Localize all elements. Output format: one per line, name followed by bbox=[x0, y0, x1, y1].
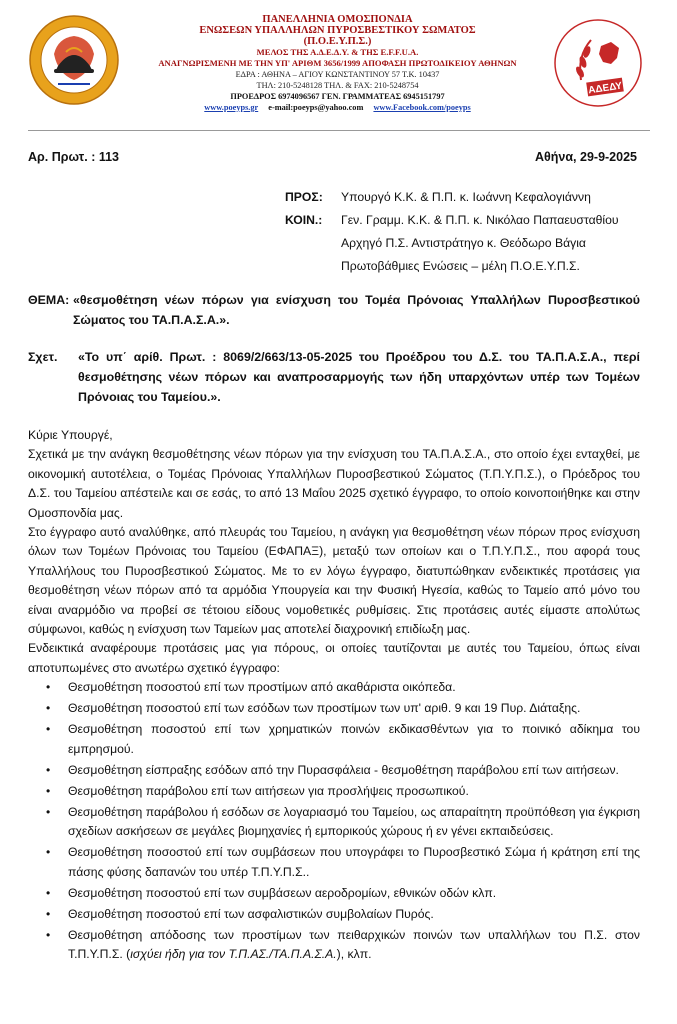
body-paragraph: Ενδεικτικά αναφέρουμε προτάσεις μας για πόρους, οι οποίες ταυτίζονται με αυτές του Ταμείου, όπως είναι αποτυπωμένες στο ανωτέρω σχετικό έγγραφο: bbox=[28, 641, 640, 675]
koin-label: ΚΟΙΝ.: bbox=[285, 213, 323, 227]
subject-label: ΘΕΜΑ: bbox=[28, 293, 70, 307]
list-item-text: Θεσμοθέτηση παράβολου ή εσόδων σε λογαριασμό του Ταμείου, ως απαραίτητη προϋπόθεση για έγκριση σχεδίων ασκήσεων σε μεγάλες βιομηχανίες ή εμπορικούς χώρους ή εν γένει εκπαιδεύσεις. bbox=[68, 804, 640, 839]
koin-value: Γεν. Γραμμ. Κ.Κ. & Π.Π. κ. Νικόλαο Παπαευσταθίου bbox=[341, 213, 619, 227]
body-paragraph: Στο έγγραφο αυτό αναλύθηκε, από πλευράς του Ταμείου, η ανάγκη για θεσμοθέτηση νέων πόρων προς ενίσχυση όλων των Τομέων Πρόνοιας του Ταμείου (ΕΦΑΠΑΞ), μεταξύ των οποίων και ο Τ.Π.Υ.Π.Σ., που αφορά τους Υπαλλήλους του Πυροσβεστικού Σώματος. Με το εν λόγω έγγραφο, διατυπώθηκαν ενδεικτικές προτάσεις για θεσμοθέτηση νέων πόρων από τα αρμόδια Υπουργεία και την Φυσική Ηγεσία, καθώς το Ταμείο από μόνο του είναι αναρμόδιο να προβεί σε τέτοιου είδους νομοθετικές ρυθμίσεις. Στις προτάσεις αυτές είμαστε απολύτως σύμφωνοι, καθώς η ενίσχυση των Ταμείων μας αποτελεί διαχρονική επιδίωξη μας. bbox=[28, 525, 640, 637]
bullet-icon: • bbox=[46, 885, 51, 900]
koin-value: Αρχηγό Π.Σ. Αντιστράτηγο κ. Θεόδωρο Βάγια bbox=[341, 236, 586, 250]
list-item bbox=[28, 843, 640, 882]
list-item-text: Θεσμοθέτηση ποσοστού επί των συμβάσεων που υπογράφει το Πυροσβεστικό Σώμα ή κράτηση επί της πάσης φύσης δαπανών του υπέρ Τ.Π.Υ.Π.Σ.. bbox=[68, 845, 640, 879]
protocol-number: Αρ. Πρωτ. : 113 bbox=[28, 150, 120, 164]
bullet-icon: • bbox=[46, 927, 51, 942]
koin-value: Πρωτοβάθμιες Ενώσεις – μέλη Π.Ο.Ε.Υ.Π.Σ. bbox=[341, 259, 580, 273]
list-item bbox=[28, 761, 640, 780]
list-item-text: ), κλπ. bbox=[336, 946, 372, 961]
website-link[interactable]: www.poeyps.gr bbox=[204, 103, 259, 112]
related-block bbox=[28, 347, 640, 407]
proposals-list bbox=[28, 678, 640, 964]
list-item bbox=[28, 884, 640, 903]
list-item-text: Θεσμοθέτηση ποσοστού επί των ασφαλιστικών συμβολαίων Πυρός. bbox=[68, 906, 434, 921]
letterhead-links bbox=[130, 102, 545, 113]
bullet-icon: • bbox=[46, 804, 51, 819]
list-item-text: Θεσμοθέτηση ποσοστού επί των χρηματικών ποινών εκδικασθέντων για το ποινικό αδίκημα του εμπρησμού. bbox=[68, 722, 640, 756]
list-item-text: Θεσμοθέτηση απόδοσης των προστίμων των πειθαρχικών ποινών των υπαλλήλων του Π.Σ. στον Τ.Π.Υ.Π.Σ. ( bbox=[68, 927, 640, 961]
list-item bbox=[28, 905, 640, 924]
letterhead-line-3: (Π.Ο.Ε.Υ.Π.Σ.) bbox=[303, 36, 372, 47]
bullet-icon: • bbox=[46, 906, 51, 921]
letterhead-contacts: ΠΡΟΕΔΡΟΣ 6974096567 ΓΕΝ. ΓΡΑΜΜΑΤΕΑΣ 6945151797 bbox=[230, 92, 445, 101]
list-item-text: Θεσμοθέτηση ποσοστού επί των συμβάσεων αεροδρομίων, εθνικών οδών κλπ. bbox=[68, 885, 497, 900]
letterhead-address: ΕΔΡΑ : ΑΘΗΝΑ – ΑΓΙΟΥ ΚΩΝΣΤΑΝΤΙΝΟΥ 57 Τ.Κ. 10437 bbox=[235, 70, 440, 79]
letter-body bbox=[28, 426, 640, 966]
list-item-text: Θεσμοθέτηση είσπραξης εσόδων από την Πυρασφάλεια - θεσμοθέτηση παράβολου επί των αιτήσεων. bbox=[68, 762, 619, 777]
facebook-link[interactable]: www.Facebook.com/poeyps bbox=[373, 103, 471, 112]
list-item-text: Θεσμοθέτηση ποσοστού επί των προστίμων από ακαθάριστα οικόπεδα. bbox=[68, 680, 456, 695]
letter-date: Αθήνα, 29-9-2025 bbox=[535, 150, 637, 164]
list-item bbox=[28, 678, 640, 697]
letterhead-line-4: ΜΕΛΟΣ ΤΗΣ Α.Δ.Ε.Δ.Υ. & ΤΗΣ E.F.F.U.A. bbox=[256, 47, 419, 57]
header-divider bbox=[28, 130, 650, 131]
list-item bbox=[28, 926, 640, 965]
letterhead bbox=[130, 14, 545, 113]
list-item bbox=[28, 782, 640, 801]
letterhead-phone: ΤΗΛ: 210-5248128 ΤΗΛ. & FAX: 210-5248754 bbox=[256, 81, 419, 90]
adedy-logo-text: ΑΔΕΔΥ bbox=[587, 80, 623, 97]
list-item bbox=[28, 720, 640, 759]
list-item-text: Θεσμοθέτηση παράβολου επί των αιτήσεων για προσλήψεις προσωπικού. bbox=[68, 783, 469, 798]
subject-text: «θεσμοθέτηση νέων πόρων για ενίσχυση του Τομέα Πρόνοιας Υπαλλήλων Πυροσβεστικού Σώματος του ΤΑ.Π.Α.Σ.Α.». bbox=[73, 293, 640, 327]
list-item-text: Θεσμοθέτηση ποσοστού επί των εσόδων των προστίμων των υπ' αριθ. 9 και 19 Πυρ. Διάταξης. bbox=[68, 701, 581, 716]
bullet-icon: • bbox=[46, 680, 51, 695]
related-text: «Το υπ΄ αρίθ. Πρωτ. : 8069/2/663/13-05-2025 του Προέδρου του Δ.Σ. του ΤΑ.Π.Α.Σ.Α., περί θεσμοθέτησης νέων πόρων και αναπροσαρμογής των ήδη υπαρχόντων υπέρ των Τομέων Πρόνοιας του Ταμείου.». bbox=[78, 350, 640, 404]
body-paragraph: Σχετικά με την ανάγκη θεσμοθέτησης νέων πόρων για την ενίσχυση του ΤΑ.Π.Α.Σ.Α., στο οποίο έχει ενταχθεί, με οικονομική αυτοτέλεια, ο Τομέας Πρόνοιας Υπαλλήλων Πυροσβεστικού Σώματος (Τ.Π.Υ.Π.Σ.), ο Πρόεδρος του Δ.Σ. του Ταμείου απέστειλε και σε εσάς, το από 13 Μαΐου 2025 σχετικό έγγραφο, το οποίο κοινοποιήθηκε και στην Ομοσπονδία μας. bbox=[28, 447, 640, 520]
pros-label: ΠΡΟΣ: bbox=[285, 190, 323, 204]
bullet-icon: • bbox=[46, 722, 51, 737]
letterhead-line-5: ΑΝΑΓΝΩΡΙΣΜΕΝΗ ΜΕ ΤΗΝ ΥΠ' ΑΡΙΘΜ 3656/1999 ΑΠΟΦΑΣΗ ΠΡΩΤΟΔΙΚΕΙΟΥ ΑΘΗΝΩΝ bbox=[158, 58, 517, 68]
fire-helmet-emblem-icon bbox=[28, 14, 120, 106]
email-text: e-mail:poeyps@yahoo.com bbox=[268, 103, 364, 112]
bullet-icon: • bbox=[46, 845, 51, 860]
letterhead-line-2: ΕΝΩΣΕΩΝ ΥΠΑΛΛΗΛΩΝ ΠΥΡΟΣΒΕΣΤΙΚΟΥ ΣΩΜΑΤΟΣ bbox=[199, 25, 476, 36]
related-label: Σχετ. bbox=[28, 350, 58, 364]
list-item-italic-text: ισχύει ήδη για τον Τ.Π.ΑΣ./ΤΑ.Π.Α.Σ.Α. bbox=[130, 946, 337, 961]
list-item bbox=[28, 699, 640, 718]
greeting: Κύριε Υπουργέ, bbox=[28, 428, 113, 442]
bullet-icon: • bbox=[46, 762, 51, 777]
adedy-olive-branch-emblem-icon bbox=[553, 18, 643, 108]
list-item bbox=[28, 803, 640, 842]
bullet-icon: • bbox=[46, 783, 51, 798]
bullet-icon: • bbox=[46, 701, 51, 716]
subject-block bbox=[28, 290, 640, 330]
pros-value: Υπουργό Κ.Κ. & Π.Π. κ. Ιωάννη Κεφαλογιάννη bbox=[341, 190, 591, 204]
letterhead-line-1: ΠΑΝΕΛΛΗΝΙΑ ΟΜΟΣΠΟΝΔΙΑ bbox=[262, 14, 413, 25]
